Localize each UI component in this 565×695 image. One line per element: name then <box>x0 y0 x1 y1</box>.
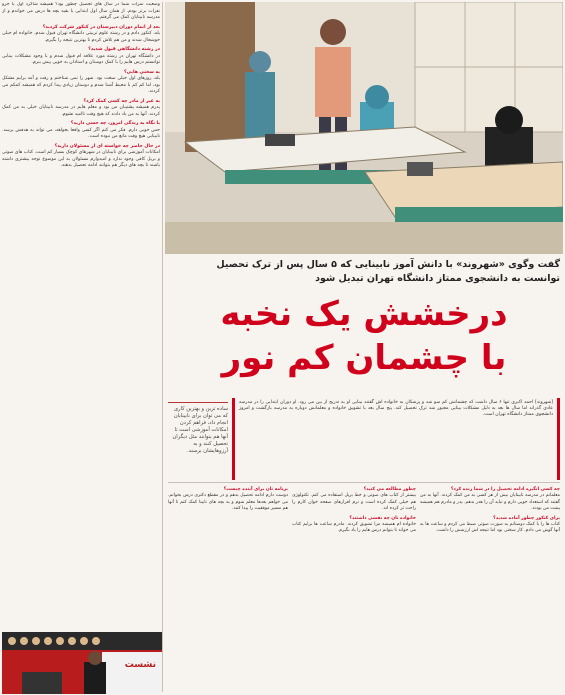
answer: معلمانم در مدرسه نابینایان بیش از هر کسی به من کمک کردند. آنها به من گفتند که استعداد خوبی دارم و نباید آن را هدر بدهم. پدر و مادرم هم همیشه پشت من بودند. <box>420 493 560 512</box>
question: خانواده تان چه نقشی داشتند؟ <box>349 515 416 521</box>
question: برنامه تان برای آینده چیست؟ <box>223 487 288 492</box>
answer: کتاب ها را با کمک دوستانم به صورت صوتی ضبط می کردم و ساعت ها به آنها گوش می دادم. کار سختی بود اما نتیجه اش ارزشش را داشت. <box>420 522 560 534</box>
answer: دوست دارم ادامه تحصیل بدهم و در مقطع دکتری درس بخوانم. می خواهم بعدها معلم شوم و به بچه های نابینا کمک کنم تا آنها هم مسیر موفقیت را پیدا کنند. <box>168 493 288 512</box>
question: چطور مطالعه می کنید؟ <box>363 487 416 492</box>
question: در رشته دانشگاهی قبول شدید؟ <box>88 47 160 52</box>
question: برای کنکور چطور آماده شدید؟ <box>493 515 560 521</box>
answer: بیشتر از کتاب های صوتی و خط بریل استفاده می کنم. تکنولوژی هم خیلی کمک کرده است و نرم افزارهای صفحه خوان کارم را راحت تر کرده اند. <box>292 493 416 512</box>
answer: بله، کنکور دادم و در رشته علوم تربیتی دانشگاه تهران قبول شدم. خانواده ام خیلی خوشحال شدند و من هم تلاش کردم تا بهترین نتیجه را بگیرم. <box>2 31 160 43</box>
answer: پدرم همیشه پشتیبان من بود و معلم هایم در مدرسه نابینایان خیلی به من کمک کردند. آنها به من یاد دادند که هیچ وقت ناامید نشوم. <box>2 105 160 117</box>
body-column-3 <box>168 484 288 689</box>
headline-line-2: با چشمان کم نور <box>221 338 507 378</box>
answer: حس خوبی دارم. فکر می کنم اگر کسی واقعا بخواهد، می تواند به هدفش برسد. نابینایی هیچ وقت مانع من نبوده است. <box>2 127 160 139</box>
ad-label: نشست <box>124 660 156 670</box>
question: به غیر از مادر چه کسی کمک کرد؟ <box>83 98 160 104</box>
section-divider <box>168 482 560 483</box>
column-divider <box>162 2 163 692</box>
question: به سختی هایی؟ <box>123 69 160 75</box>
question: چه کسی انگیزه ادامه تحصیل را در شما زنده کرد؟ <box>450 487 560 492</box>
question: با نگاه به زندگی امروز، چه حسی دارید؟ <box>70 121 160 126</box>
caption-line-2: توانست به دانشجوی ممتاز دانشگاه تهران تبدیل شود <box>315 273 560 284</box>
body-column-2 <box>292 484 416 689</box>
classroom-photo <box>165 2 563 254</box>
body-column-1 <box>420 484 560 689</box>
main-photo <box>165 2 563 254</box>
answer: امکانات آموزشی برای نابینایان در شهرهای کوچک بسیار کم است. کتاب های صوتی و بریل کافی وجود ندارد و امیدوارم مسئولان به این موضوع توجه بیشتری داشته باشند تا بچه های دیگر هم بتوانند ادامه تحصیل بدهند. <box>2 150 160 168</box>
answer: بله، روزهای اول خیلی سخت بود. شهر را نمی شناختم و رفت و آمد برایم مشکل بود، اما کم کم با محیط آشنا شدم و دوستان زیادی پیدا کردم که همیشه کمکم می کردند. <box>2 76 160 94</box>
photo-caption <box>168 258 560 286</box>
main-headline <box>168 292 560 380</box>
pull-quote: ساده ترین و بهترین کاری که می توان برای نابینایان انجام داد، فراهم کردن امکانات آموزشی است تا آنها هم بتوانند مثل دیگران تحصیل کنند و به آرزوهایشان برسند. <box>168 402 228 526</box>
left-interview-column <box>2 2 160 628</box>
lead-paragraph: [شهروند] احمد اکبری تنها ۶ سال داشت که چشمانش کم سو شد و پزشکان به خانواده اش گفتند بینایی او به تدریج از بین می رود. او دوران ابتدایی را در مدرسه عادی گذراند اما سال ها بعد به دلیل مشکلات بینایی مجبور شد ترک تحصیل کند. پنج سال بعد با تشویق خانواده و معلمانش دوباره به مدرسه بازگشت و امروز دانشجوی ممتاز دانشگاه تهران است. <box>232 398 560 480</box>
answer: خانواده ام همیشه مرا تشویق کردند. مادرم ساعت ها برایم کتاب می خواند تا بتوانم درس هایم را یاد بگیرم. <box>292 522 416 534</box>
answer: در دانشگاه تهران در رشته مورد علاقه ام قبول شدم و با وجود مشکلات بینایی توانستم درس هایم را با کمک دوستان و استادان به خوبی پیش ببرم. <box>2 53 160 65</box>
question: بعد از اتمام دوران دبیرستان در کنکور شرکت کردید؟ <box>42 24 160 30</box>
headline-line-1: درخشش یک نخبه <box>220 294 508 334</box>
intro-text: وضعیت نمرات شما در سال های تحصیل چطور بود؟ همیشه شاگرد اول یا جزو نفرات برتر بودم. از همان سال اول ابتدایی با بقیه بچه ها درس می خواندم و از مدرسه نابینایان کمک می گرفتم. <box>2 2 160 20</box>
caption-line-1: گفت وگوی «شهروند» با دانش آموز نابینایی که ۵ سال پس از ترک تحصیل <box>216 259 560 270</box>
question: در حال حاضر چه خواسته ای از مسئولان دارید؟ <box>54 143 160 149</box>
inset-photo <box>2 632 162 694</box>
